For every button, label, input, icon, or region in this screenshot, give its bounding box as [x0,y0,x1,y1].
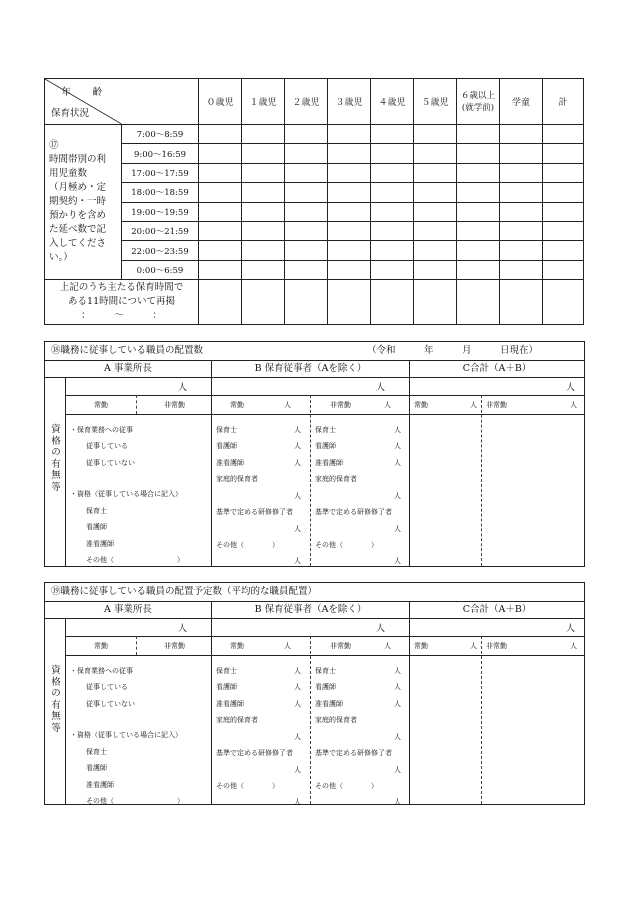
section-c-header: C合計（A＋B） [410,601,584,619]
input-cell[interactable] [242,260,285,279]
input-cell[interactable] [371,260,414,279]
unit-label: 人 [294,798,301,806]
qualification-label-col [45,619,66,804]
b-item[interactable]: その他（ ） [216,782,279,790]
parttime-label: 非常勤 [330,642,351,650]
age-col-6 [457,79,500,125]
unit-label: 人 [384,401,391,409]
input-cell[interactable] [328,241,371,260]
b-item[interactable]: その他（ ） [315,541,378,549]
main-hours-line: ある11時間について再掲 [68,296,175,308]
unit-label: 人 [284,401,291,409]
time-slot: 18:00〜18:59 [122,183,199,202]
b-item[interactable]: 基準で定める研修修了者 [315,508,392,516]
unit-label: 人 [294,766,301,774]
dash-divider [310,395,311,566]
input-cell[interactable] [414,260,457,279]
input-cell[interactable] [285,221,328,240]
age-col-3: ３歳児 [328,79,371,125]
a-item: ・保育業務への従事 [70,667,133,675]
input-cell[interactable] [285,183,328,202]
unit-label: 人 [294,525,301,533]
input-cell[interactable] [414,163,457,182]
input-cell[interactable] [242,221,285,240]
input-cell[interactable] [414,241,457,260]
unit-label: 人 [394,492,401,500]
input-cell[interactable] [285,163,328,182]
unit-label: 人 [294,442,301,450]
a-item[interactable]: 看護師 [86,523,107,531]
input-cell[interactable] [457,280,500,325]
input-cell[interactable] [328,125,371,144]
input-cell[interactable] [457,241,500,260]
age-col-5: ５歳児 [414,79,457,125]
dash-divider [136,636,137,655]
age-col-6-line1: ６歳以上 [460,90,495,101]
b-item[interactable]: 家庭的保育者 [315,475,357,483]
input-cell[interactable] [285,202,328,221]
input-cell[interactable] [371,125,414,144]
a-item[interactable]: その他（ ） [86,797,184,805]
section-a-header: A 事業所長 [45,360,212,378]
a-item[interactable]: 保育士 [86,748,107,756]
input-cell[interactable] [199,260,242,279]
input-cell[interactable] [199,221,242,240]
dash-divider [481,395,482,566]
note-line: ⑰ [49,140,59,152]
vchar: の [51,447,61,458]
unit-label: 人 [294,733,301,741]
staff19-title: ⑲職務に従事している職員の配置予定数（平均的な職員配置） [51,586,318,597]
input-cell[interactable] [371,183,414,202]
dash-divider [136,395,137,414]
c-employment-row [410,395,584,415]
input-cell[interactable] [199,125,242,144]
input-cell[interactable] [500,260,543,279]
parttime-label: 非常勤 [330,401,351,409]
b-item[interactable]: 基準で定める研修修了者 [216,508,293,516]
input-cell[interactable] [199,280,242,325]
dash-divider [310,636,311,804]
input-cell[interactable] [414,202,457,221]
input-cell[interactable] [543,221,584,240]
input-cell[interactable] [500,221,543,240]
section-b-header: B 保育従事者（Aを除く） [212,360,410,378]
input-cell[interactable] [414,183,457,202]
input-cell[interactable] [414,221,457,240]
qualification-label-col [45,378,66,566]
parttime-label: 非常勤 [486,401,507,409]
vchar: 格 [51,435,61,447]
unit-label: 人 [376,624,386,634]
input-cell[interactable] [543,163,584,182]
input-cell[interactable] [242,163,285,182]
input-cell[interactable] [457,221,500,240]
unit-label: 人 [470,642,477,650]
unit-label: 人 [394,667,401,675]
b-item[interactable]: その他（ ） [216,541,279,549]
input-cell[interactable] [500,183,543,202]
a-item[interactable]: 従事している [86,442,128,450]
section-b-body [212,378,410,566]
unit-label: 人 [384,642,391,650]
main-hours-label [45,280,199,325]
input-cell[interactable] [371,280,414,325]
note-line: 預かりを含め [49,210,107,222]
unit-label: 人 [394,442,401,450]
fulltime-label: 常勤 [94,401,108,409]
input-cell[interactable] [371,202,414,221]
qualification-vertical-label [49,665,63,734]
input-cell[interactable] [199,241,242,260]
age-col-6-line2: (就学前) [461,102,495,113]
section-a-header: A 事業所長 [45,601,212,619]
input-cell[interactable] [500,125,543,144]
unit-label: 人 [294,426,301,434]
a-item[interactable]: 准看護師 [86,781,114,789]
input-cell[interactable] [285,241,328,260]
b-item[interactable]: 准看護師 [216,459,244,467]
usage-count-table [44,78,584,325]
a-item[interactable]: 看護師 [86,764,107,772]
section-b-body [212,619,410,804]
input-cell[interactable] [328,202,371,221]
unit-label: 人 [394,733,401,741]
corner-header [45,79,199,125]
unit-label: 人 [294,492,301,500]
input-cell[interactable] [199,202,242,221]
input-cell[interactable] [371,163,414,182]
staff-table-18 [44,341,585,567]
b-item[interactable]: 家庭的保育者 [315,716,357,724]
staff18-title: ⑱職務に従事している職員の配置数 [51,345,204,356]
input-cell[interactable] [328,280,371,325]
unit-label: 人 [294,700,301,708]
a-item[interactable]: 従事している [86,683,128,691]
b-item[interactable]: その他（ ） [315,782,378,790]
time-slot: 0:00〜6:59 [122,260,199,279]
note-line: （月極め・定 [49,182,107,194]
b-item[interactable]: 看護師 [216,442,237,450]
input-cell[interactable] [543,241,584,260]
time-slot: 17:00〜17:59 [122,163,199,182]
input-cell[interactable] [543,280,584,325]
input-cell[interactable] [543,183,584,202]
time-slot: 22:00〜23:59 [122,241,199,260]
b-item[interactable]: 准看護師 [216,700,244,708]
b-item[interactable]: 家庭的保育者 [216,475,258,483]
c-total-row[interactable] [410,619,584,637]
unit-label: 人 [394,683,401,691]
c-total-row[interactable] [410,378,584,396]
input-cell[interactable] [328,260,371,279]
section-a-body [66,378,212,566]
input-cell[interactable] [199,144,242,163]
input-cell[interactable] [242,241,285,260]
a-item: ・資格（従事している場合に記入） [70,731,182,739]
input-cell[interactable] [242,183,285,202]
section-c-body [410,619,584,804]
b-item[interactable]: 看護師 [315,683,336,691]
qualification-vertical-label [49,424,63,493]
age-col-0: ０歳児 [199,79,242,125]
b-item[interactable]: 保育士 [315,426,336,434]
time-slot: 20:00〜21:59 [122,221,199,240]
unit-label: 人 [394,459,401,467]
input-cell[interactable] [285,280,328,325]
time-slot: 9:00〜16:59 [122,144,199,163]
input-cell[interactable] [457,260,500,279]
vchar: 無 [51,711,61,722]
note-line: 期契約・一時 [49,196,107,208]
input-cell[interactable] [500,202,543,221]
unit-label: 人 [294,683,301,691]
unit-label: 人 [394,766,401,774]
b-item[interactable]: 看護師 [216,683,237,691]
input-cell[interactable] [543,125,584,144]
a-item[interactable]: その他（ ） [86,556,184,564]
unit-label: 人 [570,642,577,650]
a-item[interactable]: 従事していない [86,459,135,467]
b-item[interactable]: 准看護師 [315,459,343,467]
input-cell[interactable] [328,163,371,182]
status-header-label: 保育状況 [51,108,90,119]
note-line: 入してくださ [49,238,107,250]
input-cell[interactable] [328,183,371,202]
fulltime-label: 常勤 [414,401,428,409]
input-cell[interactable] [457,144,500,163]
unit-label: 人 [394,557,401,565]
b-item[interactable]: 准看護師 [315,700,343,708]
vchar: 資 [51,665,61,676]
fulltime-label: 常勤 [230,642,244,650]
vchar: 等 [51,722,61,734]
parttime-label: 非常勤 [164,401,185,409]
unit-label: 人 [394,798,401,806]
input-cell[interactable] [457,163,500,182]
input-cell[interactable] [414,280,457,325]
input-cell[interactable] [371,241,414,260]
input-cell[interactable] [414,144,457,163]
fulltime-label: 常勤 [414,642,428,650]
a-employment-row [66,395,211,415]
unit-label: 人 [566,383,576,393]
age-col-2: ２歳児 [285,79,328,125]
note-line: 用児童数 [49,168,88,180]
unit-label: 人 [178,624,188,634]
b-item[interactable]: 保育士 [216,426,237,434]
a-total-row[interactable] [66,378,211,396]
unit-label: 人 [394,426,401,434]
input-cell[interactable] [500,163,543,182]
c-employment-row [410,636,584,656]
fulltime-label: 常勤 [230,401,244,409]
input-cell[interactable] [285,125,328,144]
b-item[interactable]: 保育士 [216,667,237,675]
age-col-1: １歳児 [242,79,285,125]
time-slot: 7:00〜8:59 [122,125,199,144]
parttime-label: 非常勤 [164,642,185,650]
vchar: の [51,688,61,699]
section-c-header: C合計（A＋B） [410,360,584,378]
main-hours-line: 上記のうち主たる保育時間で [59,282,184,294]
b-item[interactable]: 基準で定める研修修了者 [216,749,293,757]
input-cell[interactable] [500,280,543,325]
input-cell[interactable] [199,183,242,202]
parttime-label: 非常勤 [486,642,507,650]
fulltime-label: 常勤 [94,642,108,650]
input-cell[interactable] [328,144,371,163]
input-cell[interactable] [457,202,500,221]
note-line: た延べ数で記 [49,224,107,236]
b-total-row[interactable] [212,619,409,637]
main-hours-line: ： 〜 ： [81,310,162,322]
note-line: 時間帯別の利 [49,154,107,166]
unit-label: 人 [294,557,301,565]
note-17 [45,125,122,280]
a-total-row[interactable] [66,619,211,637]
input-cell[interactable] [543,144,584,163]
a-item[interactable]: 准看護師 [86,540,114,548]
a-item[interactable]: 従事していない [86,700,135,708]
input-cell[interactable] [242,202,285,221]
unit-label: 人 [394,700,401,708]
input-cell[interactable] [328,221,371,240]
unit-label: 人 [570,401,577,409]
input-cell[interactable] [543,260,584,279]
dash-divider [481,636,482,804]
unit-label: 人 [294,667,301,675]
age-col-4: ４歳児 [371,79,414,125]
b-item[interactable]: 家庭的保育者 [216,716,258,724]
a-item: ・保育業務への従事 [70,426,133,434]
input-cell[interactable] [371,144,414,163]
input-cell[interactable] [285,144,328,163]
vchar: 有 [51,458,61,470]
section-a-body [66,619,212,804]
unit-label: 人 [376,383,386,393]
staff-table-19 [44,582,585,805]
input-cell[interactable] [457,183,500,202]
b-item[interactable]: 基準で定める研修修了者 [315,749,392,757]
input-cell[interactable] [285,260,328,279]
unit-label: 人 [178,383,188,393]
b-item[interactable]: 保育士 [315,667,336,675]
staff18-date: （令和 年 月 日現在） [367,345,539,356]
age-header-label: 年 齢 [61,87,108,98]
input-cell[interactable] [242,280,285,325]
time-slot: 19:00〜19:59 [122,202,199,221]
b-total-row[interactable] [212,378,409,396]
unit-label: 人 [394,525,401,533]
vchar: 等 [51,481,61,493]
input-cell[interactable] [414,125,457,144]
vchar: 格 [51,676,61,688]
vchar: 無 [51,470,61,481]
age-col-total: 計 [543,79,584,125]
input-cell[interactable] [242,144,285,163]
input-cell[interactable] [500,241,543,260]
unit-label: 人 [294,459,301,467]
vchar: 資 [51,424,61,435]
note-line: い。） [49,252,73,264]
age-col-gakudo: 学童 [500,79,543,125]
input-cell[interactable] [242,125,285,144]
section-c-body [410,378,584,566]
input-cell[interactable] [199,163,242,182]
input-cell[interactable] [543,202,584,221]
section-b-header: B 保育従事者（Aを除く） [212,601,410,619]
a-item: ・資格（従事している場合に記入） [70,490,182,498]
a-item[interactable]: 保育士 [86,507,107,515]
input-cell[interactable] [457,125,500,144]
a-employment-row [66,636,211,656]
unit-label: 人 [470,401,477,409]
unit-label: 人 [284,642,291,650]
staff18-title-row [45,342,584,361]
input-cell[interactable] [500,144,543,163]
staff19-title-row [45,583,584,602]
unit-label: 人 [566,624,576,634]
b-item[interactable]: 看護師 [315,442,336,450]
vchar: 有 [51,699,61,711]
input-cell[interactable] [371,221,414,240]
